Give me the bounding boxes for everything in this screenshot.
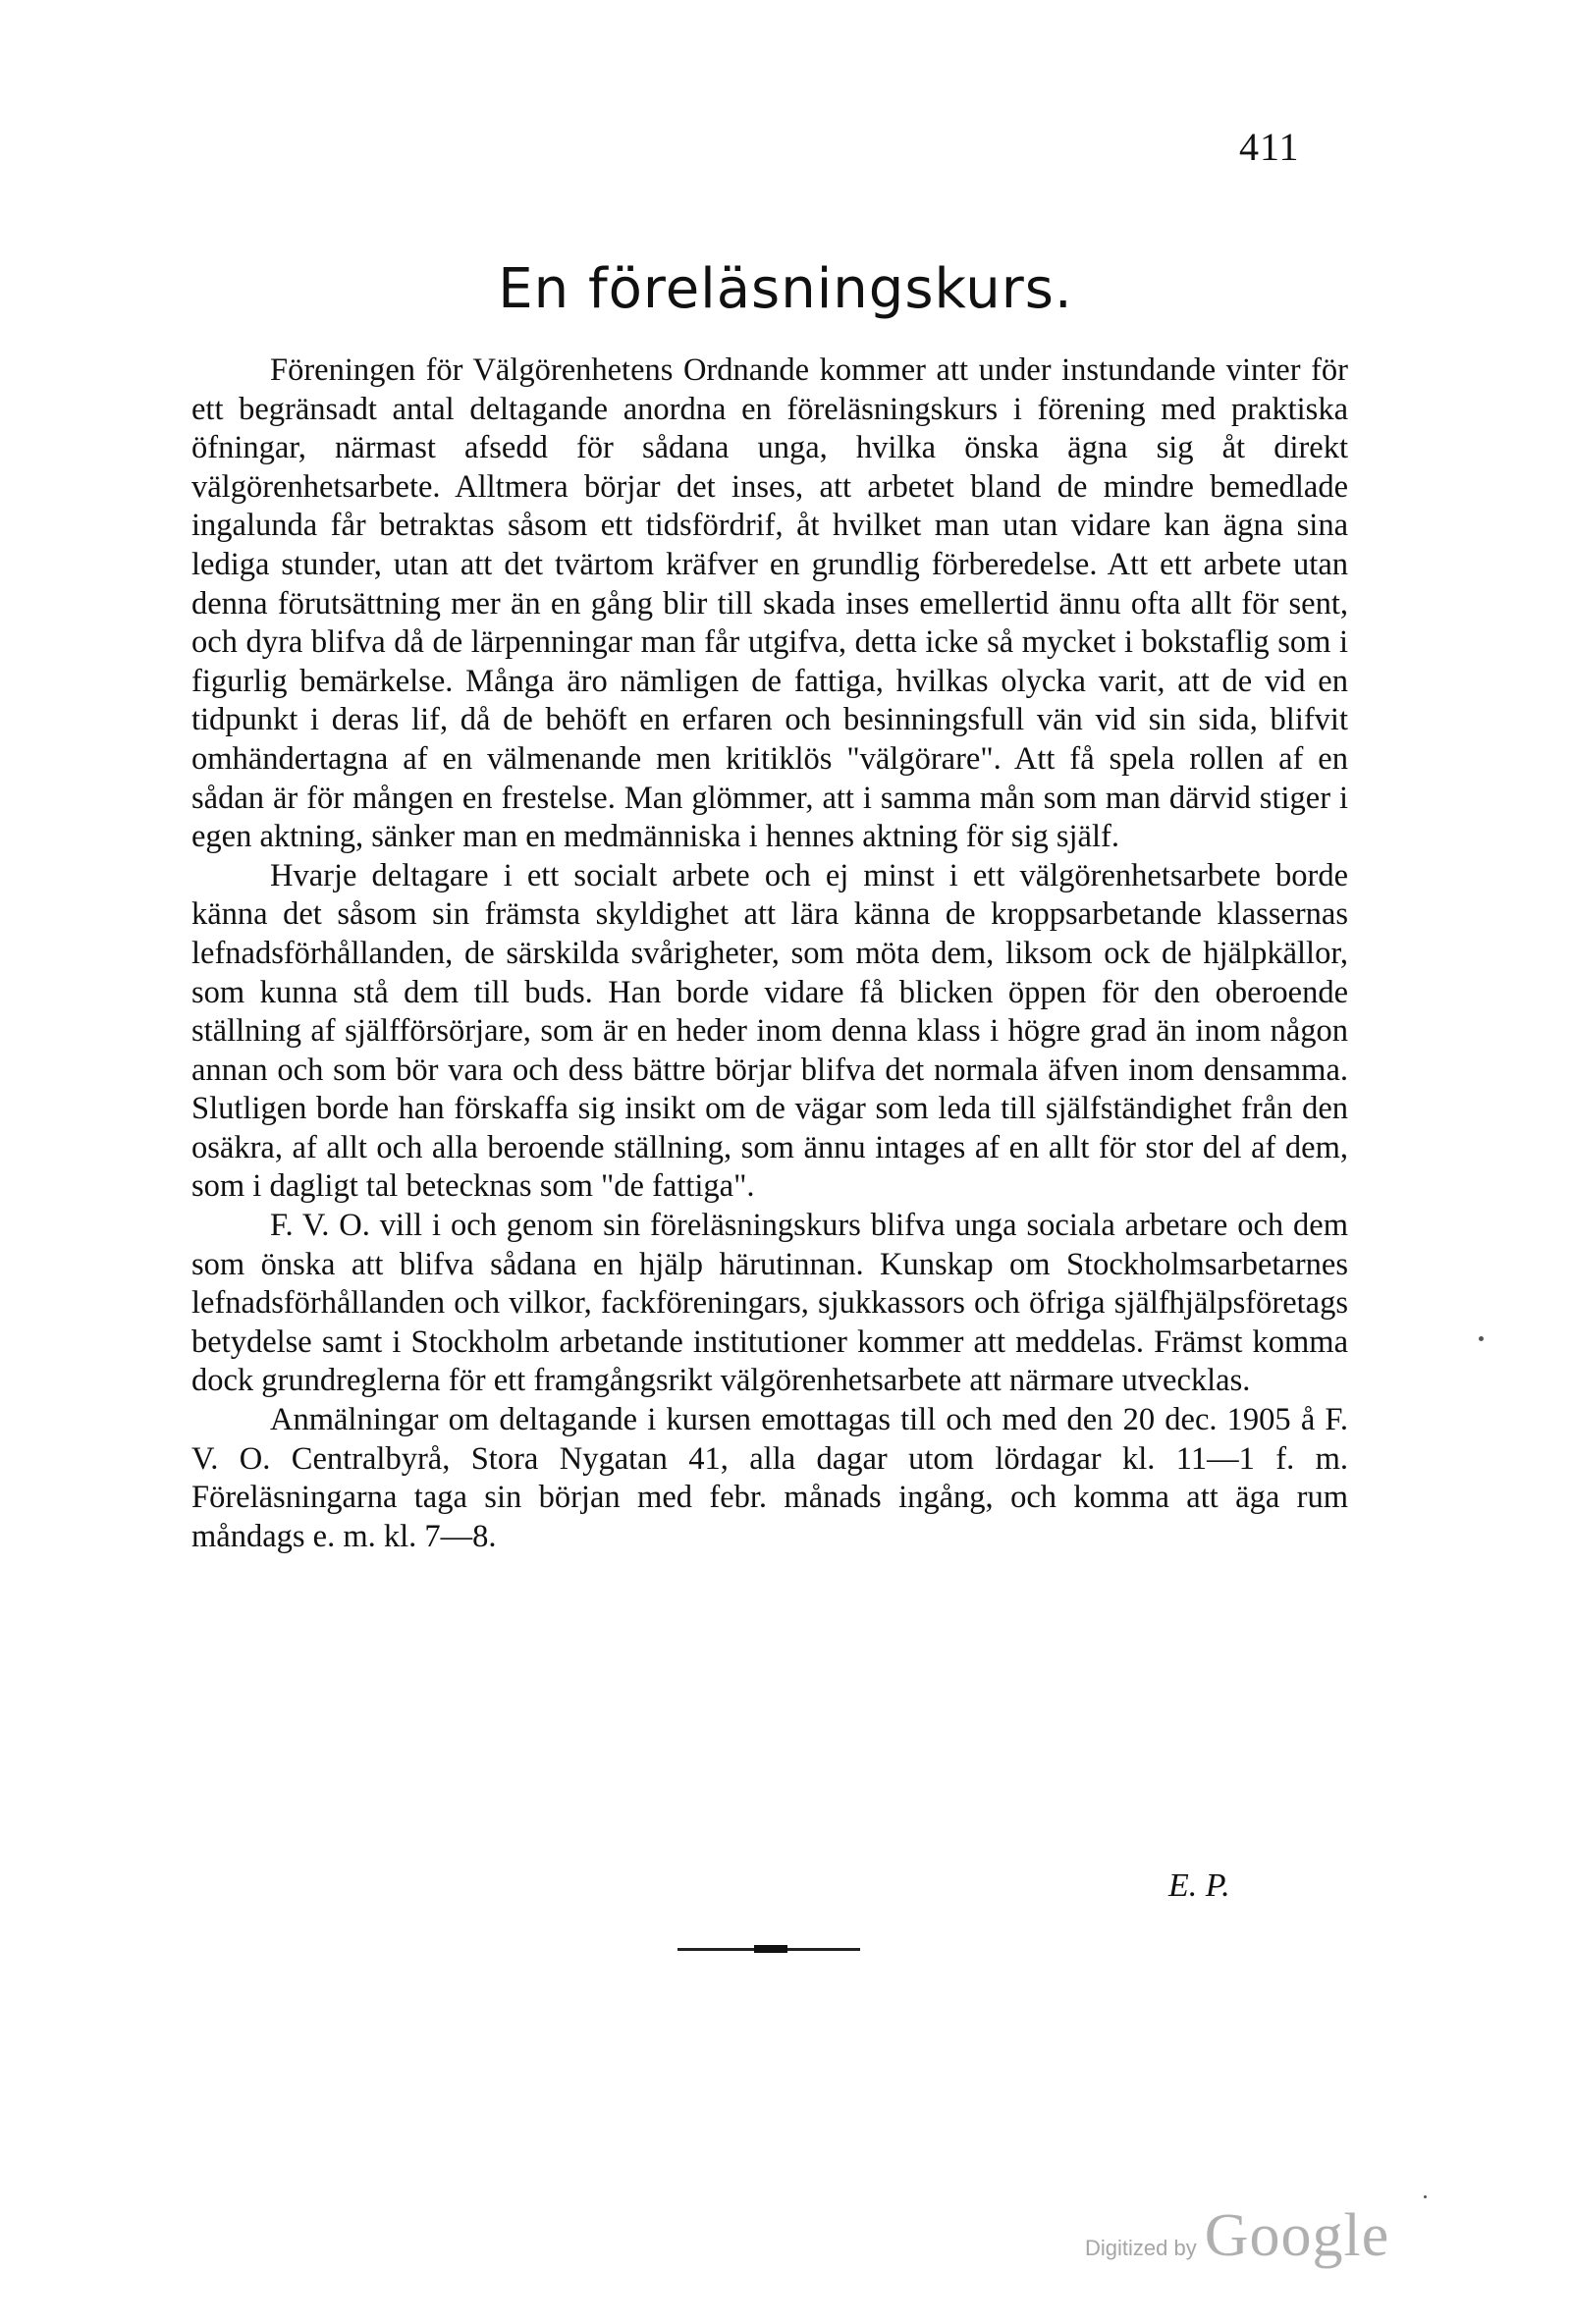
article-title: En föreläsningskurs. <box>498 257 1073 321</box>
scan-speck <box>1424 2195 1427 2198</box>
paragraph-2: Hvarje deltagare i ett socialt arbete och ej minst i ett välgörenhetsarbete borde känna det såsom sin främsta skyldighet att lära känna de kroppsarbetande klassernas lefnadsförhållanden, de särskilda svårigheter, som möta dem, liksom ock de hjälpkällor, som kunna stå dem till buds. Han borde vidare få blicken öppen för den oberoende ställning af själfförsörjare, som är en heder inom denna klass i högre grad än inom någon annan och som bör vara och dess bättre börjar blifva det normala äfven inom densamma. Slutligen borde han förskaffa sig insikt om de vägar som leda till själfständighet från den osäkra, af allt och alla beroende ställning, som ännu intages af en allt för stor del af dem, som i dagligt tal betecknas som "de fattiga". <box>191 857 1348 1205</box>
digitization-watermark <box>1085 2201 1389 2271</box>
paragraph-4: Anmälningar om deltagande i kursen emottagas till och med den 20 dec. 1905 å F. V. O. Centralbyrå, Stora Nygatan 41, alla dagar utom lördagar kl. 11—1 f. m. Föreläsningarna taga sin början med febr. månads ingång, och komma att äga rum måndags e. m. kl. 7—8. <box>191 1402 1348 1554</box>
watermark-prefix: Digitized by <box>1085 2236 1197 2260</box>
author-signature: E. P. <box>1168 1867 1230 1904</box>
paragraph-3: F. V. O. vill i och genom sin föreläsningskurs blifva unga sociala arbetare och dem som önska att blifva sådana en hjälp härutinnan. Kunskap om Stockholmsarbetarnes lefnadsförhållanden och vilkor, fackföreningars, sjukkassors och öfriga själfhjälpsföretags betydelse samt i Stockholm arbetande institutioner kommer att meddelas. Främst komma dock grundreglerna för ett framgångsrikt välgörenhetsarbete att närmare utvecklas. <box>191 1208 1348 1399</box>
article-body <box>191 351 1348 1556</box>
watermark-logo: Google <box>1204 2202 1390 2269</box>
section-separator-ornament <box>754 1945 787 1953</box>
scan-speck <box>1479 1336 1484 1341</box>
paragraph-1: Föreningen för Välgörenhetens Ordnande kommer att under instundande vinter för ett begränsadt antal deltagande anordna en föreläsningskurs i förening med praktiska öfningar, närmast afsedd för sådana unga, hvilka önska ägna sig åt direkt välgörenhetsarbete. Alltmera börjar det inses, att arbetet bland de mindre bemedlade ingalunda får betraktas såsom ett tidsfördrif, åt hvilket man utan vidare kan ägna sina lediga stunder, utan att det tvärtom kräfver en grundlig förberedelse. Att ett arbete utan denna förutsättning mer än en gång blir till skada inses emellertid ännu ofta allt för sent, och dyra blifva då de lärpenningar man får utgifva, detta icke så mycket i bokstaflig som i figurlig bemärkelse. Många äro nämligen de fattiga, hvilkas olycka varit, att de vid en tidpunkt i deras lif, då de behöft en erfaren och besinningsfull vän vid sin sida, blifvit omhändertagna af en välmenande men kritiklös "välgörare". Att få spela rollen af en sådan är för mången en frestelse. Man glömmer, att i samma mån som man därvid stiger i egen aktning, sänker man en medmänniska i hennes aktning för sig själf. <box>191 352 1348 855</box>
page-number: 411 <box>1239 125 1300 169</box>
